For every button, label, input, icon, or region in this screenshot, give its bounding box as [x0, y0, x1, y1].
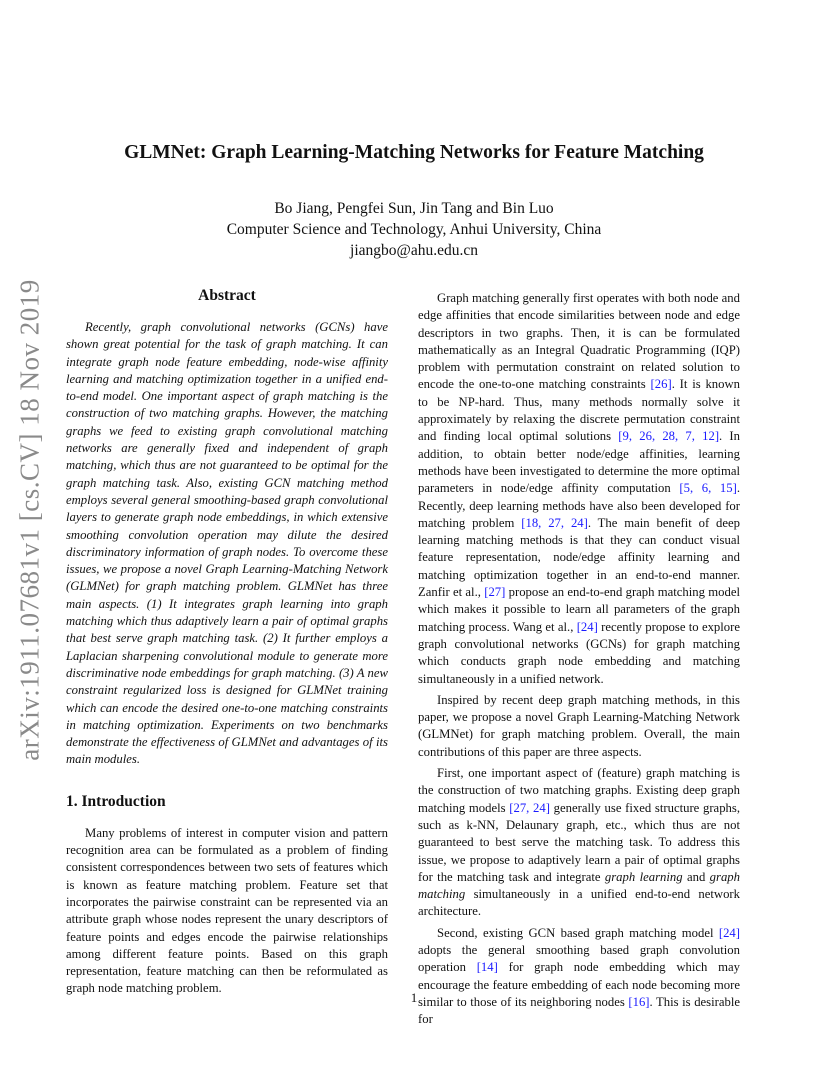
intro-paragraph-2: Graph matching generally first operates with both node and edge affinities that encode similarities between node and edge descriptors in two graphs. Then, it is can be formulated mathematically as an Integral Quadratic Programming (IQP) problem with permutation constraint on related solution to encode the one-to-one matching constraints [26]. It is known to be NP-hard. Thus, many methods normally solve it approximately by relaxing the discrete permutation constraint and finding local optimal solutions [9, 26, 28, 7, 12]. In addition, to obtain better node/edge affinities, learning methods have been investigated to determine the more optimal parameters in node/edge affinity computation [5, 6, 15]. Recently, deep learning methods have also been developed for matching problem [18, 27, 24]. The main benefit of deep learning matching methods is that they can conduct visual feature representation, node/edge affinity learning and matching optimization together in an end-to-end manner. Zanfir et al., [27] propose an end-to-end graph matching model which makes it possible to learn all parameters of the graph matching process. Wang et al., [24] recently propose to explore graph convolutional networks (GCNs) for graph matching which conducts graph node embedding and matching simultaneously in a unified network.: [418, 291, 741, 686]
emphasis-text: graph learning: [604, 869, 683, 884]
abstract-heading: Abstract: [198, 287, 256, 304]
intro-paragraph-1: Many problems of interest in computer vision and pattern recognition area can be formulated as a problem of finding consistent correspondences between two sets of features which is known as feature matching problem. Feature set that incorporates the pairwise constraint can be represented via an attribute graph whose nodes represent the unary descriptors of feature points and edges encode the pairwise relationships among different feature points. Based on this graph representation, feature matching can then be reformulated as graph node matching problem.: [66, 825, 388, 996]
intro-paragraph-3: Inspired by recent deep graph matching methods, in this paper, we propose a novel Graph Learning-Matching Network (GLMNet) for graph matching problem. Overall, the main contributions of this paper are three aspects.: [418, 692, 740, 759]
arxiv-stamp: [8, 270, 52, 770]
page-number: 1: [410, 990, 418, 1005]
citation-link[interactable]: [14]: [476, 960, 498, 975]
left-column: [66, 287, 388, 1002]
citation-link[interactable]: [26]: [650, 377, 672, 392]
citation-link[interactable]: [18, 27, 24]: [521, 515, 588, 530]
emphasis-text: graph matching: [418, 869, 740, 902]
right-column: [418, 287, 740, 1032]
citation-link[interactable]: [27, 24]: [509, 800, 550, 815]
citation-link[interactable]: [16]: [628, 994, 650, 1009]
citation-link[interactable]: [9, 26, 28, 7, 12]: [618, 429, 720, 444]
intro-paragraph-4: First, one important aspect of (feature) graph matching is the construction of two matching graphs. Existing deep graph matching models [27, 24] generally use fixed structure graphs, such as k-NN, Delaunary graph, etc., which thus are not guaranteed to best serve the matching task. To address this issue, we propose to adaptively learn a pair of optimal graphs for the matching task and integrate graph learning and graph matching simultaneously in a unified end-to-end network architecture.: [418, 766, 740, 919]
author-affiliation: Computer Science and Technology, Anhui University, China: [226, 221, 602, 238]
citation-link[interactable]: [24]: [576, 619, 598, 634]
abstract-text: Recently, graph convolutional networks (GCNs) have shown great potential for the task of graph matching. It can integrate graph node feature embedding, node-wise affinity learning and matching optimization together in a unified end-to-end model. One important aspect of graph matching is the construction of two matching graphs. However, the matching graphs we feed to existing graph convolutional matching networks are generally fixed and independent of graph matching, which thus are not guaranteed to be optimal for the graph matching task. Also, existing GCN matching method employs several general smoothing-based graph convolutional layers to generate graph node embeddings, in which extensive smoothing convolution operation may dilute the desired discriminatory information of graph nodes. To overcome these issues, we propose a novel Graph Learning-Matching Network (GLMNet) for graph matching problem. GLMNet has three main aspects. (1) It integrates graph learning into graph matching which thus adaptively learn a pair of optimal graphs that best serve graph matching task. (2) It further employs a Laplacian sharpening convolutional module to generate more discriminative node embeddings for graph matching. (3) A new constraint regularized loss is designed for GLMNet training which can encode the desired one-to-one matching constraints in matching optimization. Experiments on two benchmarks demonstrate the effectiveness of GLMNet and advantages of its main modules.: [66, 320, 388, 767]
author-email[interactable]: jiangbo@ahu.edu.cn: [350, 242, 478, 259]
author-names: Bo Jiang, Pengfei Sun, Jin Tang and Bin Luo: [274, 200, 554, 217]
citation-link[interactable]: [27]: [484, 585, 506, 600]
section-heading-introduction: 1. Introduction: [66, 792, 166, 810]
paper-title: GLMNet: Graph Learning-Matching Networks for Feature Matching: [124, 142, 704, 163]
citation-link[interactable]: [5, 6, 15]: [679, 481, 737, 496]
citation-link[interactable]: [24]: [718, 925, 740, 940]
intro-paragraph-5: Second, existing GCN based graph matching model [24] adopts the general smoothing based graph convolution operation [14] for graph node embedding which may encourage the feature embedding of each node becoming more similar to those of its neighboring nodes [16]. This is desirable for: [418, 925, 740, 1027]
arxiv-stamp-text: arXiv:1911.07681v1 [cs.CV] 18 Nov 2019: [14, 279, 45, 761]
author-block: [0, 198, 828, 261]
